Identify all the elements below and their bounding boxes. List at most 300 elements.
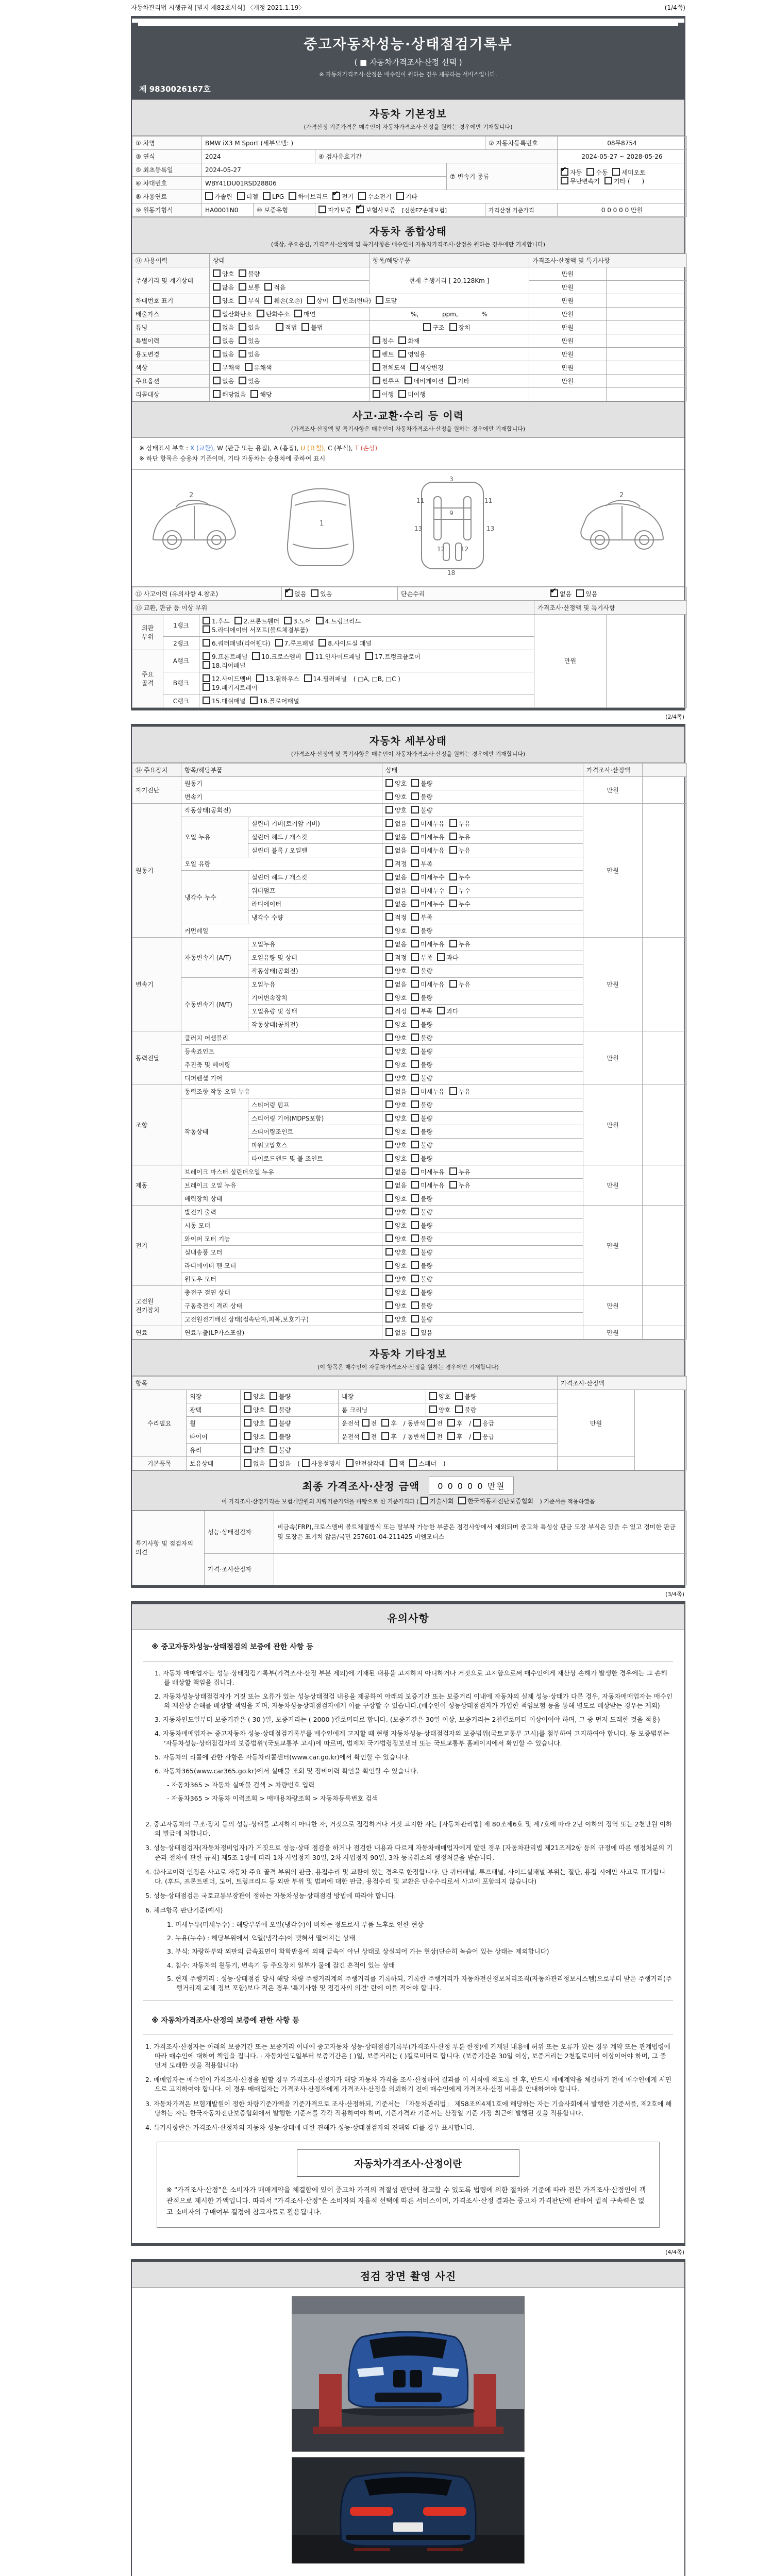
checkbox-후[interactable] <box>447 1419 463 1428</box>
checkbox-불량[interactable] <box>270 1405 291 1414</box>
checkbox-미세누유[interactable] <box>411 846 444 855</box>
checkbox-화재[interactable] <box>398 336 419 345</box>
checkbox-전[interactable] <box>362 1419 377 1428</box>
checkbox-불량[interactable] <box>411 792 432 801</box>
checkbox-icon <box>203 661 210 669</box>
checkbox-하이브리드[interactable] <box>289 192 328 201</box>
checkbox-10.크로스멤버[interactable] <box>252 652 301 661</box>
checkbox-네비게이션[interactable] <box>405 377 444 385</box>
checkbox-양호[interactable] <box>385 1020 407 1029</box>
checkbox-없음[interactable] <box>385 980 407 989</box>
checkbox-양호[interactable] <box>385 1248 407 1257</box>
checkbox-없음[interactable] <box>213 336 234 345</box>
checkbox-불량[interactable] <box>411 1288 432 1297</box>
table-row <box>132 137 687 150</box>
checkbox-한국자동차진단보증협회[interactable] <box>458 1497 533 1505</box>
checkbox-미세누수[interactable] <box>411 900 444 908</box>
state-cell <box>382 803 583 817</box>
checkbox-보험사보증[interactable] <box>356 206 395 214</box>
checkbox-후[interactable] <box>381 1432 397 1441</box>
checkbox-자가보증[interactable] <box>318 206 351 214</box>
checkbox-없음[interactable] <box>385 833 407 841</box>
tire-driver-fr <box>362 1433 401 1440</box>
checkbox-양호[interactable] <box>385 779 407 788</box>
photo-title: 점검 장면 촬영 사진 <box>360 2270 457 2283</box>
checkbox-디젤[interactable] <box>237 192 258 201</box>
checkbox-label: 없음 <box>294 590 307 598</box>
color-label: 색상 <box>132 361 210 375</box>
checkbox-양호[interactable] <box>213 269 234 278</box>
price-cell: 만원 <box>583 1285 643 1326</box>
checkbox-9.프론트패널[interactable] <box>203 652 247 661</box>
checkbox-사용설명서[interactable] <box>302 1459 341 1468</box>
checkbox-icon <box>385 1047 393 1055</box>
checkbox-양호[interactable] <box>244 1432 265 1441</box>
checkbox-잭[interactable] <box>390 1459 405 1468</box>
vin-label: ⑥ 차대번호 <box>132 177 202 190</box>
checkbox-불법[interactable] <box>301 323 323 332</box>
inspection-period-label: ④ 검사유효기간 <box>315 150 558 163</box>
checkbox-양호[interactable] <box>385 1060 407 1069</box>
checkbox-없음[interactable] <box>385 1181 407 1190</box>
checkbox-icon <box>385 1275 393 1282</box>
checkbox-있음[interactable] <box>576 589 597 598</box>
checkbox-양호[interactable] <box>385 1288 407 1297</box>
checkbox-14.필러패널[interactable] <box>304 674 347 683</box>
checkbox-없음[interactable] <box>213 323 234 332</box>
checkbox-양호[interactable] <box>385 1141 407 1149</box>
checkbox-해당[interactable] <box>250 390 272 399</box>
checkbox-탄화수소[interactable] <box>257 310 290 318</box>
checkbox-상이[interactable] <box>307 296 328 305</box>
checkbox-icon <box>318 639 326 647</box>
checkbox-label: 유채색 <box>254 364 272 371</box>
checkbox-있음[interactable] <box>270 1459 291 1468</box>
checkbox-icon <box>473 1419 481 1427</box>
page-number-1: (1/4쪽) <box>664 4 685 11</box>
checkbox-훼손(오손)[interactable] <box>264 296 303 305</box>
checkbox-불량[interactable] <box>239 269 260 278</box>
checkbox-양호[interactable] <box>385 1194 407 1203</box>
checkbox-과다[interactable] <box>437 953 458 962</box>
item-cell: 스티어링조인트 <box>248 1125 382 1138</box>
checkbox-label: 9.프론트패널 <box>212 653 248 660</box>
checkbox-일산화탄소[interactable] <box>213 310 252 318</box>
hold-exist-options <box>244 1460 295 1467</box>
table-row <box>132 614 687 636</box>
checkbox-icon <box>612 168 620 176</box>
item-cell: 발전기 출력 <box>181 1205 382 1218</box>
checkbox-있음[interactable] <box>239 323 260 332</box>
checkbox-미세누유[interactable] <box>411 819 444 828</box>
checkbox-불량[interactable] <box>411 1033 432 1042</box>
engine-type-value: HA0001N0 <box>202 204 254 217</box>
checkbox-전[interactable] <box>362 1432 377 1441</box>
checkbox-영업용[interactable] <box>398 350 426 359</box>
checkbox-label: 상이 <box>316 297 329 304</box>
checkbox-불량[interactable] <box>411 1275 432 1283</box>
checkbox-없음[interactable] <box>385 900 407 908</box>
checkbox-매연[interactable] <box>294 310 315 318</box>
checkbox-미세누수[interactable] <box>411 873 444 882</box>
checkbox-미세누수[interactable] <box>411 886 444 895</box>
checkbox-미세누유[interactable] <box>411 1167 444 1176</box>
item-cell: 클러치 어셈블리 <box>181 1031 382 1044</box>
checkbox-label: 안전삼각대 <box>355 1460 385 1467</box>
checkbox-label: 불량 <box>464 1393 477 1400</box>
checkbox-미세누유[interactable] <box>411 833 444 841</box>
checkbox-부족[interactable] <box>411 953 432 962</box>
checkbox-미이행[interactable] <box>398 390 426 399</box>
state-cell <box>382 1205 583 1218</box>
checkbox-label: 있음 <box>421 1329 433 1336</box>
checkbox-불량[interactable] <box>411 1060 432 1069</box>
checkbox-누수[interactable] <box>449 900 470 908</box>
checkbox-불량[interactable] <box>270 1432 291 1441</box>
checkbox-부족[interactable] <box>411 1007 432 1015</box>
checkbox-불량[interactable] <box>411 1261 432 1270</box>
checkbox-15.대쉬패널[interactable] <box>203 697 245 705</box>
checkbox-누유[interactable] <box>449 940 470 948</box>
checkbox-양호[interactable] <box>429 1392 450 1401</box>
checkbox-누유[interactable] <box>449 819 470 828</box>
detail-row <box>132 1084 687 1098</box>
checkbox-스패너[interactable] <box>409 1459 436 1468</box>
checkbox-양호[interactable] <box>385 1315 407 1324</box>
checkbox-icon <box>213 296 221 304</box>
item-cell: 워터펌프 <box>248 884 382 897</box>
checkbox-전[interactable] <box>427 1432 443 1441</box>
checkbox-양호[interactable] <box>244 1446 265 1454</box>
checkbox-없음[interactable] <box>385 1087 407 1096</box>
checkbox-없음[interactable] <box>385 1167 407 1176</box>
checkbox-불량[interactable] <box>411 1301 432 1310</box>
checkbox-적정[interactable] <box>385 859 407 868</box>
checkbox-누유[interactable] <box>449 833 470 841</box>
checkbox-11.인사이드패널[interactable] <box>306 652 361 661</box>
checkbox-있음[interactable] <box>239 377 260 385</box>
checkbox-icon <box>385 967 393 974</box>
checkbox-불량[interactable] <box>411 1154 432 1163</box>
checkbox-icon <box>449 980 457 988</box>
checkbox-불량[interactable] <box>411 1127 432 1136</box>
checkbox-없음[interactable] <box>385 873 407 882</box>
checkbox-양호[interactable] <box>385 1154 407 1163</box>
checkbox-icon <box>289 192 296 200</box>
checkbox-있음[interactable] <box>239 336 260 345</box>
checkbox-후[interactable] <box>381 1419 397 1428</box>
checkbox-미세누유[interactable] <box>411 1087 444 1096</box>
checkbox-양호[interactable] <box>213 296 234 305</box>
checkbox-있음[interactable] <box>311 589 332 598</box>
checkbox-불량[interactable] <box>411 1221 432 1230</box>
checkbox-불량[interactable] <box>411 1020 432 1029</box>
checkbox-적정[interactable] <box>385 1007 407 1015</box>
checkbox-13.휠하우스[interactable] <box>256 674 299 683</box>
checkbox-16.플로어패널[interactable] <box>250 697 299 705</box>
checkbox-있음[interactable] <box>411 1328 432 1337</box>
checkbox-구조[interactable] <box>423 323 444 332</box>
state-cell <box>382 1285 583 1299</box>
checkbox-양호[interactable] <box>385 1114 407 1123</box>
checkbox-불량[interactable] <box>411 779 432 788</box>
checkbox-LPG[interactable] <box>263 192 284 200</box>
checkbox-양호[interactable] <box>429 1405 450 1414</box>
checkbox-7.루프패널[interactable] <box>275 639 314 648</box>
checkbox-누유[interactable] <box>449 1181 470 1190</box>
header-strip <box>138 23 678 26</box>
checkbox-수동[interactable] <box>586 168 608 177</box>
checkbox-렌트[interactable] <box>373 350 394 359</box>
checkbox-icon <box>449 1087 457 1095</box>
checkbox-불량[interactable] <box>455 1392 476 1401</box>
checkbox-불량[interactable] <box>411 1047 432 1056</box>
car-name-label: ① 차명 <box>132 137 202 150</box>
checkbox-label: 없음 <box>395 900 407 908</box>
checkbox-label: 적정 <box>395 1007 407 1015</box>
checkbox-불량[interactable] <box>411 1141 432 1149</box>
checkbox-icon <box>411 993 419 1001</box>
checkbox-적법[interactable] <box>276 323 297 332</box>
checkbox-전기[interactable] <box>332 192 354 201</box>
checkbox-양호[interactable] <box>244 1405 265 1414</box>
checkbox-적음[interactable] <box>264 283 285 292</box>
checkbox-icon <box>409 1459 417 1467</box>
state-cell <box>382 870 583 884</box>
checkbox-무단변속기[interactable] <box>561 177 600 185</box>
checkbox-침수[interactable] <box>373 336 394 345</box>
rank2-label: 2랭크 <box>163 636 199 650</box>
checkbox-불량[interactable] <box>270 1419 291 1428</box>
detail-row <box>132 937 687 951</box>
checkbox-세미오토[interactable] <box>612 168 645 177</box>
checkbox-1.후드[interactable] <box>203 617 230 625</box>
checkbox-5.라디에이터 서포트(볼트체결부품)[interactable] <box>203 625 308 634</box>
checkbox-불량[interactable] <box>411 1234 432 1243</box>
page-number-4: (4/4쪽) <box>665 2249 684 2256</box>
checkbox-전[interactable] <box>427 1419 443 1428</box>
table-row <box>132 294 687 308</box>
checkbox-양호[interactable] <box>385 926 407 935</box>
checkbox-불량[interactable] <box>270 1446 291 1454</box>
checkbox-없음[interactable] <box>385 1328 407 1337</box>
checkbox-불량[interactable] <box>411 1248 432 1257</box>
checkbox-12.사이드멤버[interactable] <box>203 674 251 683</box>
checkbox-양호[interactable] <box>385 1127 407 1136</box>
checkbox-색상변경[interactable] <box>410 363 443 372</box>
checkbox-해당없음[interactable] <box>213 390 246 399</box>
checkbox-양호[interactable] <box>385 1261 407 1270</box>
checkbox-응급[interactable] <box>473 1432 494 1441</box>
checkbox-불량[interactable] <box>411 926 432 935</box>
checkbox-불량[interactable] <box>455 1405 476 1414</box>
checkbox-label: 19.패키지트레이 <box>212 684 258 691</box>
checkbox-양호[interactable] <box>385 1033 407 1042</box>
checkbox-후[interactable] <box>447 1432 463 1441</box>
checkbox-양호[interactable] <box>244 1419 265 1428</box>
checkbox-누수[interactable] <box>449 886 470 895</box>
checkbox-이행[interactable] <box>373 390 394 399</box>
checkbox-양호[interactable] <box>385 1100 407 1109</box>
col-item: 항목/해당부품 <box>369 254 529 267</box>
checkbox-불량[interactable] <box>411 1074 432 1082</box>
checkbox-도말[interactable] <box>376 296 397 305</box>
checkbox-label: 기술사회 <box>430 1497 454 1505</box>
state-cell <box>382 857 583 870</box>
emission-units: %, ppm, % <box>369 308 529 321</box>
checkbox-label: 변조(변타) <box>342 297 372 304</box>
checkbox-수소전기[interactable] <box>358 192 391 201</box>
checkbox-2.프론트휀더[interactable] <box>234 617 279 625</box>
checkbox-없음[interactable] <box>213 377 234 385</box>
checkbox-양호[interactable] <box>385 792 407 801</box>
checkbox-양호[interactable] <box>244 1392 265 1401</box>
checkbox-icon <box>561 177 568 184</box>
checkbox-label: 영업용 <box>408 351 426 358</box>
checkbox-전체도색[interactable] <box>373 363 406 372</box>
checkbox-불량[interactable] <box>411 1100 432 1109</box>
checkbox-양호[interactable] <box>385 806 407 815</box>
hold-item-options <box>302 1460 441 1467</box>
checkbox-무채색[interactable] <box>213 363 240 372</box>
checkbox-누유[interactable] <box>449 846 470 855</box>
checkbox-icon <box>411 1020 419 1028</box>
state-cell <box>382 1272 583 1285</box>
checkbox-3.도어[interactable] <box>284 617 311 625</box>
checkbox-누유[interactable] <box>449 980 470 989</box>
checkbox-icon <box>385 1248 393 1256</box>
checkbox-불량[interactable] <box>411 993 432 1002</box>
checkbox-양호[interactable] <box>385 993 407 1002</box>
checkbox-유채색[interactable] <box>245 363 272 372</box>
checkbox-썬루프[interactable] <box>373 377 400 385</box>
checkbox-label: 도말 <box>385 297 397 304</box>
checkbox-불량[interactable] <box>411 1208 432 1216</box>
diagram-number: 12 <box>461 545 469 553</box>
state-cell <box>382 910 583 924</box>
checkbox-변조(변타)[interactable] <box>333 296 371 305</box>
checkbox-미세누유[interactable] <box>411 980 444 989</box>
checkbox-양호[interactable] <box>385 1047 407 1056</box>
checkbox-적정[interactable] <box>385 913 407 922</box>
checkbox-부족[interactable] <box>411 859 432 868</box>
checkbox-양호[interactable] <box>385 1234 407 1243</box>
checkbox-8.사이드실 패널[interactable] <box>318 639 372 648</box>
checkbox-19.패키지트레이[interactable] <box>203 683 258 692</box>
checkbox-양호[interactable] <box>385 967 407 975</box>
checkbox-적정[interactable] <box>385 953 407 962</box>
checkbox-label: 18.리어패널 <box>212 662 246 669</box>
checkbox-불량[interactable] <box>270 1392 291 1401</box>
checkbox-양호[interactable] <box>385 1301 407 1310</box>
checkbox-보통[interactable] <box>239 283 260 292</box>
checkbox-불량[interactable] <box>411 1194 432 1203</box>
notice-item: 3. 성능·상태점검자(자동차정비업자)가 거짓으로 성능·상태 점검을 하거나 점검한 내용과 다르게 자동차매매업자에게 알린 경우 [자동차관리법 제21조제2항 등의 규정에 따른 행정처분의 기준과 절차에 관한 규칙] 제5조 1항에 따라 1차 사업정지 30일, 2차 사업정지 90일, 3차 등록취소의 행정처분을 받습니다. <box>145 1844 673 1861</box>
checkbox-부족[interactable] <box>411 913 432 922</box>
checkbox-label: 누유 <box>458 833 470 841</box>
group-cell: 작동상태 <box>181 1098 248 1165</box>
checkbox-label: 응급 <box>482 1419 495 1427</box>
checkbox-label: 디젤 <box>246 193 258 200</box>
checkbox-불량[interactable] <box>411 967 432 975</box>
checkbox-누유[interactable] <box>449 1167 470 1176</box>
fuel-options <box>202 190 687 204</box>
checkbox-누수[interactable] <box>449 873 470 882</box>
checkbox-자동[interactable] <box>561 168 582 177</box>
checkbox-장치[interactable] <box>449 323 470 332</box>
checkbox-icon <box>239 269 246 277</box>
checkbox-불량[interactable] <box>411 806 432 815</box>
checkbox-icon <box>270 1459 277 1467</box>
checkbox-안전삼각대[interactable] <box>346 1459 385 1468</box>
checkbox-불량[interactable] <box>411 1315 432 1324</box>
transmission-options-line1 <box>561 168 683 177</box>
checkbox-없음[interactable] <box>385 940 407 948</box>
checkbox-미세누유[interactable] <box>411 940 444 948</box>
checkbox-없음[interactable] <box>213 350 234 359</box>
checkbox-icon <box>284 617 292 624</box>
checkbox-양호[interactable] <box>385 1074 407 1082</box>
checkbox-icon <box>411 1167 419 1175</box>
checkbox-label: 누유 <box>458 940 470 948</box>
checkbox-많음[interactable] <box>213 283 234 292</box>
checkbox-icon <box>411 1033 419 1041</box>
overall-subtitle: (색상, 주요옵션, 가격조사·산정액 및 특기사항은 매수인이 자동차가격조사·산정을 원하는 경우에만 기재합니다) <box>271 241 546 248</box>
item-cell: 배력장치 상태 <box>181 1192 382 1205</box>
checkbox-4.트렁크리드[interactable] <box>316 617 361 625</box>
checkbox-기타 ( )[interactable] <box>604 177 644 185</box>
rankC-items <box>199 694 534 707</box>
checkbox-불량[interactable] <box>411 1114 432 1123</box>
checkbox-icon <box>449 940 457 947</box>
state-cell <box>382 1326 583 1339</box>
checkbox-양호[interactable] <box>385 1221 407 1230</box>
checkbox-6.쿼터패널(리어휀다)[interactable] <box>203 639 271 648</box>
checkbox-미세누유[interactable] <box>411 1181 444 1190</box>
checkbox-label: 불량 <box>421 1262 433 1269</box>
checkbox-없음[interactable] <box>385 886 407 895</box>
checkbox-label: 불량 <box>421 1114 433 1122</box>
checkbox-없음[interactable] <box>285 589 306 598</box>
notice-subitem: 3. 부식: 차량하부와 외판의 금속표면이 화학반응에 의해 금속이 아닌 상태로 상실되어 가는 현상(단순히 녹슬어 있는 상태는 제외합니다) <box>167 1947 549 1956</box>
warranty-checkboxes <box>318 207 400 214</box>
checkbox-기타[interactable] <box>396 192 417 201</box>
checkbox-18.리어패널[interactable] <box>203 661 245 670</box>
final-price-value: 0 0 0 0 0 만원 <box>429 1477 514 1495</box>
checkbox-label: 부식 <box>248 297 260 304</box>
checkbox-양호[interactable] <box>385 1208 407 1216</box>
checkbox-가솔린[interactable] <box>205 192 232 201</box>
checkbox-없음[interactable] <box>244 1459 265 1468</box>
checkbox-17.트렁크플로어[interactable] <box>365 652 421 661</box>
checkbox-양호[interactable] <box>385 1275 407 1283</box>
checkbox-응급[interactable] <box>473 1419 494 1428</box>
checkbox-icon <box>205 192 213 200</box>
checkbox-있음[interactable] <box>239 350 260 359</box>
checkbox-과다[interactable] <box>437 1007 458 1015</box>
item-cell: 등속죠인트 <box>181 1044 382 1058</box>
checkbox-없음[interactable] <box>385 846 407 855</box>
checkbox-기술사회[interactable] <box>421 1497 453 1505</box>
checkbox-없음[interactable] <box>385 819 407 828</box>
checkbox-없음[interactable] <box>550 589 572 598</box>
checkbox-부식[interactable] <box>239 296 260 305</box>
checkbox-기타[interactable] <box>448 377 469 385</box>
checkbox-label: 11.인사이드패널 <box>315 653 361 660</box>
warranty-type-label: ⑩ 보증유형 <box>254 204 315 217</box>
item-cell: 구동축전지 격리 상태 <box>181 1299 382 1312</box>
checkbox-누유[interactable] <box>449 1087 470 1096</box>
